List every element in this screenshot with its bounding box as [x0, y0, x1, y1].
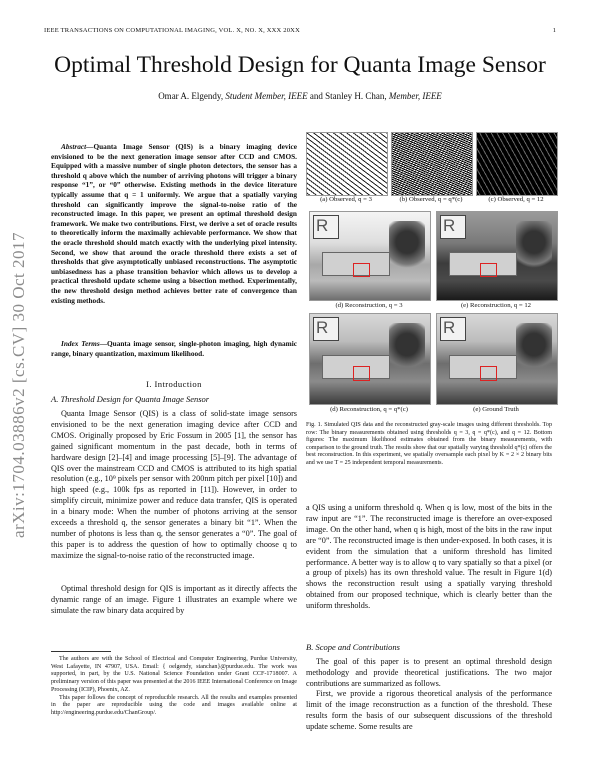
figure-panel-c: [476, 132, 556, 204]
subsection-heading-a: A. Threshold Design for Quanta Image Sensor: [51, 394, 210, 404]
figure-panel-a: [306, 132, 386, 204]
abstract-label: Abstract: [61, 142, 87, 151]
arxiv-side-stamp: [4, 215, 34, 555]
figure-panel-d: [309, 211, 429, 311]
figure-panel-g: [436, 313, 556, 415]
panel-caption: (c) Observed, q = 12: [488, 196, 544, 203]
panel-caption: (e) Reconstruction, q = 12: [460, 302, 532, 309]
panel-caption: (d) Reconstruction, q = 3: [335, 302, 403, 309]
figure-panel-f: [309, 313, 429, 415]
subsection-heading-b: B. Scope and Contributions: [306, 642, 400, 652]
figure-panel-b: [391, 132, 471, 204]
author-2-role: Member, IEEE: [388, 91, 442, 101]
ground-truth-image: [436, 313, 558, 405]
binary-image-oracle: [391, 132, 473, 196]
author-2: and Stanley H. Chan,: [309, 91, 387, 101]
author-1-role: Student Member, IEEE: [225, 91, 308, 101]
footnote-reproducibility: This paper follows the concept of reproducible research. All the results and examples presented in the paper are reproducible using the code and images available online at http://engineering.purdue.edu/ChanGroup/.: [51, 694, 297, 716]
arxiv-id: arXiv:1704.03886v2 [cs.CV] 30 Oct 2017: [9, 231, 29, 539]
reconstruction-q12: [436, 211, 558, 301]
intro-paragraph-2: Optimal threshold design for QIS is important as it directly affects the dynamic range of an image. Figure 1 illustrates an example where we simulate the raw binary data acquired by: [51, 584, 297, 615]
binary-image-q12: [476, 132, 558, 196]
footnote: [51, 656, 297, 718]
intro-paragraph-1: Quanta Image Sensor (QIS) is a class of solid-state image sensors envisioned to be the next generation imaging device after CCD and CMOS. Originally proposed by Eric Fossum in 2005 [1], the sensor has gained significant momentum in the past decade, both in terms of hardware design [2]–[4] and image processing [5]–[9]. The advantage of QIS over the mainstream CCD and CMOS is attributed to its high spatial resolution (e.g., 10⁹ pixels per sensor with 200nm pitch per pixel [10]) and high speed (e.g., 100k fps as reported in [11]). However, in order to simplify circuit, minimize power and reduce data transfer, QIS is operated in a binary mode: When the number of photons arriving at the sensor exceeds a threshold q, the sensor generates a binary bit “1”. When the number of photons is less than q, the sensor generates a “0”. The goal of this paper is to address the question of how to optimally choose q to maximize the signal-to-noise ratio of the reconstructed image.: [51, 409, 297, 560]
binary-image-q3: [306, 132, 388, 196]
author-line: [0, 91, 600, 101]
panel-caption: (d) Reconstruction, q = q*(c): [330, 406, 408, 413]
index-terms-label: Index Terms: [61, 339, 100, 348]
reconstruction-oracle: [309, 313, 431, 405]
panel-caption: (a) Observed, q = 3: [320, 196, 372, 203]
right-paragraph-2: The goal of this paper is to present an optimal threshold design methodology and provide theoretical justifications. The two major contributions are summarized as follows.: [306, 657, 552, 688]
panel-caption: (e) Ground Truth: [473, 406, 519, 413]
figure-1-caption: Fig. 1. Simulated QIS data and the reconstructed gray-scale images using different thresholds. Top row: The binary measurements obtained using thresholds q = 3, q = q*(c), and q = 12. Bottom figures: The maximum likelihood estimates obtained from the binary measurements, with comparison to the ground truth. The results show that our spatially varying threshold q*(c) offers the best reconstruction. In this experiment, we spatially oversample each pixel by K = 2 × 2 binary bits and we use T = 25 independent temporal measurements.: [306, 422, 552, 466]
right-paragraph-1: a QIS using a uniform threshold q. When q is low, most of the bits in the raw input are “1”. The reconstructed image is therefore an over-exposed image. On the other hand, when q is high, most of the bits in the raw input are “0”. The reconstructed image is then under-exposed. In both cases, it is evident from the simulation that a uniform threshold has limited performance. A better way is to allow q to vary spatially so that a pixel (or a group of pixels) has its own threshold value. The result in Figure 1(d) shows the reconstruction result using a spatially varying threshold obtained from our proposed technique, which is clearly better than the uniform thresholds.: [306, 503, 552, 611]
author-1: Omar A. Elgendy,: [158, 91, 224, 101]
footnote-rule: [51, 651, 111, 652]
section-heading-introduction: I. Introduction: [146, 379, 202, 389]
figure-1: [306, 132, 556, 418]
index-terms: [51, 339, 297, 358]
footnote-affiliation: The authors are with the School of Electrical and Computer Engineering, Purdue University, West Lafayette, IN 47907, USA. Email: { oelgendy, stanchan}@purdue.edu. The work was supported, in part, by the U.S. National Science Foundation under Grant CCF-1718007. A preliminary version of this paper was presented at the 2016 IEEE International Conference on Image Processing (ICIP), Phoenix, AZ.: [51, 656, 297, 693]
figure-panel-e: [436, 211, 556, 311]
right-paragraph-3: First, we provide a rigorous theoretical analysis of the performance limit of the image reconstruction as a function of the threshold. These results form the basis of our subsequent discussions of the threshold update scheme. Some results are: [306, 689, 552, 731]
page-number: 1: [552, 27, 556, 34]
reconstruction-q3: [309, 211, 431, 301]
panel-caption: (b) Observed, q = q*(c): [399, 196, 463, 203]
index-terms-text: —Quanta image sensor, single-photon imaging, high dynamic range, binary quantization, maximum likelihood.: [51, 339, 298, 358]
abstract-text: —Quanta Image Sensor (QIS) is a binary imaging device envisioned to be the next generation image sensor after CCD and CMOS. Equipped with a massive number of single photon detectors, the sensor has a threshold q above which the number of arriving photons will trigger a binary response “1”, or “0” otherwise. Existing methods in the device literature typically assume that q = 1 uniformly. We argue that a spatially varying threshold can significantly improve the signal-to-noise ratio of the reconstructed image. In this paper, we present an optimal threshold design framework. We make two contributions. First, we derive a set of oracle results to theoretically inform the maximally achievable performance. We show that the oracle threshold should match exactly with the underlying pixel intensity. Second, we show that around the oracle threshold there exists a set of thresholds that give asymptotically unbiased reconstructions. The asymptotic unbiasedness has a phase transition behavior which allows us to develop a practical threshold update scheme using a bisection method. Experimentally, the new threshold design method achieves better rate of convergence than existing methods.: [51, 142, 297, 305]
abstract: [51, 142, 297, 305]
paper-title: Optimal Threshold Design for Quanta Image Sensor: [54, 52, 546, 78]
running-header: IEEE TRANSACTIONS ON COMPUTATIONAL IMAGING, VOL. X, NO. X, XXX 20XX: [44, 27, 300, 34]
